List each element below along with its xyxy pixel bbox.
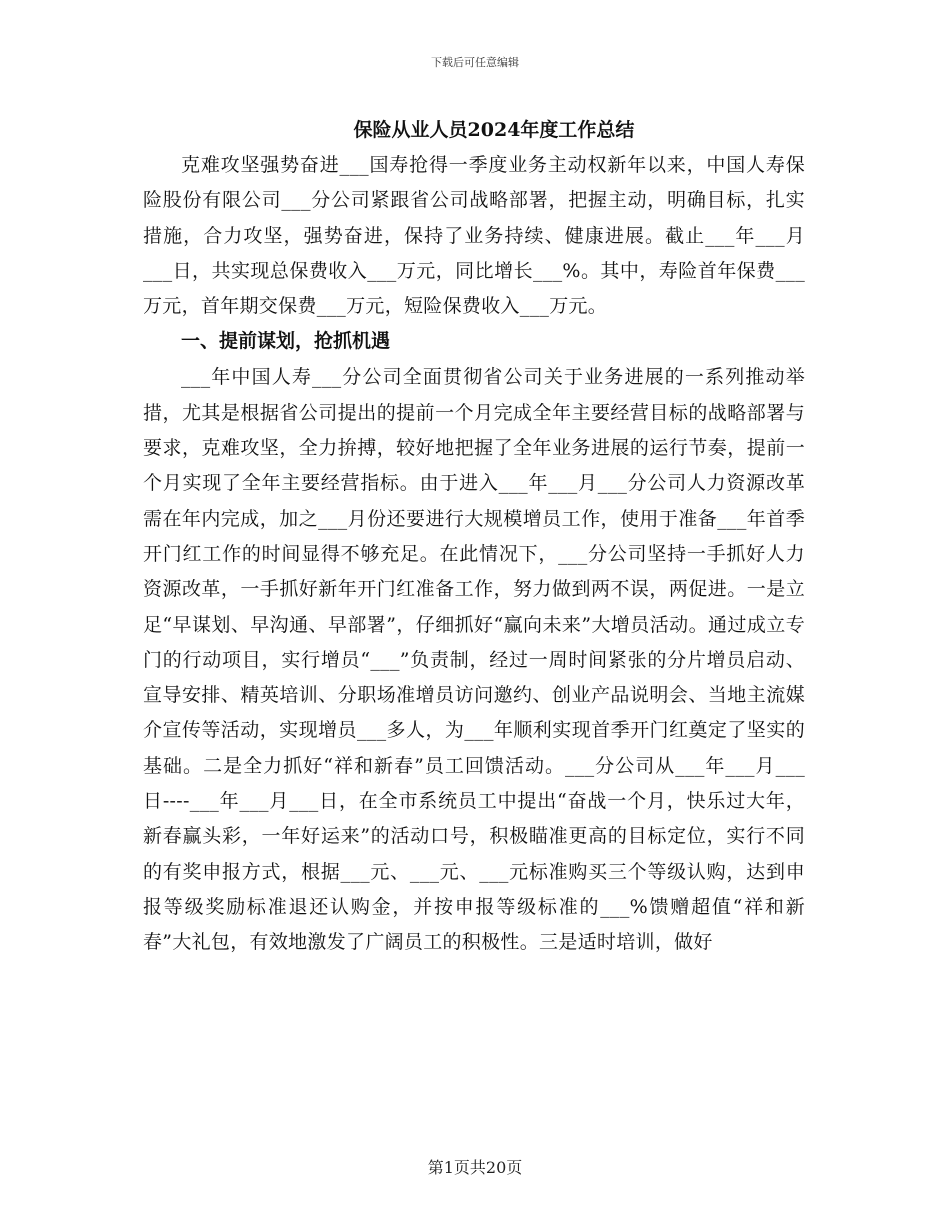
body-paragraph: ___年中国人寿___分公司全面贯彻省公司关于业务进展的一系列推动举措，尤其是根据省公司提出的提前一个月完成全年主要经营目标的战略部署与要求，克难攻坚，全力拚搏，较好地把握了全年业务进展的运行节奏，提前一个月实现了全年主要经营指标。由于进入___年___月___分公司人力资源改革需在年内完成，加之___月份还要进行大规模增员工作，使用于准备___年首季开门红工作的时间显得不够充足。在此情况下，___分公司坚持一手抓好人力资源改革，一手抓好新年开门红准备工作，努力做到两不误，两促进。一是立足“早谋划、早沟通、早部署”，仔细抓好“赢向未来”大增员活动。通过成立专门的行动项目，实行增员“___”负责制，经过一周时间紧张的分片增员启动、宣导安排、精英培训、分职场准增员访问邀约、创业产品说明会、当地主流媒介宣传等活动，实现增员___多人，为___年顺利实现首季开门红奠定了坚实的基础。二是全力抓好“祥和新春”员工回馈活动。___分公司从___年___月___日----___年___月___日，在全市系统员工中提出“奋战一个月，快乐过大年，新春赢头彩，一年好运来”的活动口号，积极瞄准更高的目标定位，实行不同的有奖申报方式，根据___元、___元、___元标准购买三个等级认购，达到申报等级奖励标准退还认购金，并按申报等级标准的___%馈赠超值“祥和新春”大礼包，有效地激发了广阔员工的积极性。三是适时培训，做好 bbox=[143, 366, 805, 954]
page-header: 下载后可任意编辑 bbox=[431, 56, 519, 69]
page-number: 第1页共20页 bbox=[427, 1158, 523, 1177]
document-body bbox=[143, 112, 805, 961]
intro-paragraph: 克难攻坚强势奋进___国寿抢得一季度业务主动权新年以来，中国人寿保险股份有限公司___分公司紧跟省公司战略部署，把握主动，明确目标，扎实措施，合力攻坚，强势奋进，保持了业务持续、健康进展。截止___年___月___日，共实现总保费收入___万元，同比增长___%。其中，寿险首年保费___万元，首年期交保费___万元，短险保费收入___万元。 bbox=[143, 154, 805, 318]
section-heading: 一、提前谋划，抢抓机遇 bbox=[181, 330, 391, 353]
document-title: 保险从业人员2024年度工作总结 bbox=[353, 119, 635, 141]
